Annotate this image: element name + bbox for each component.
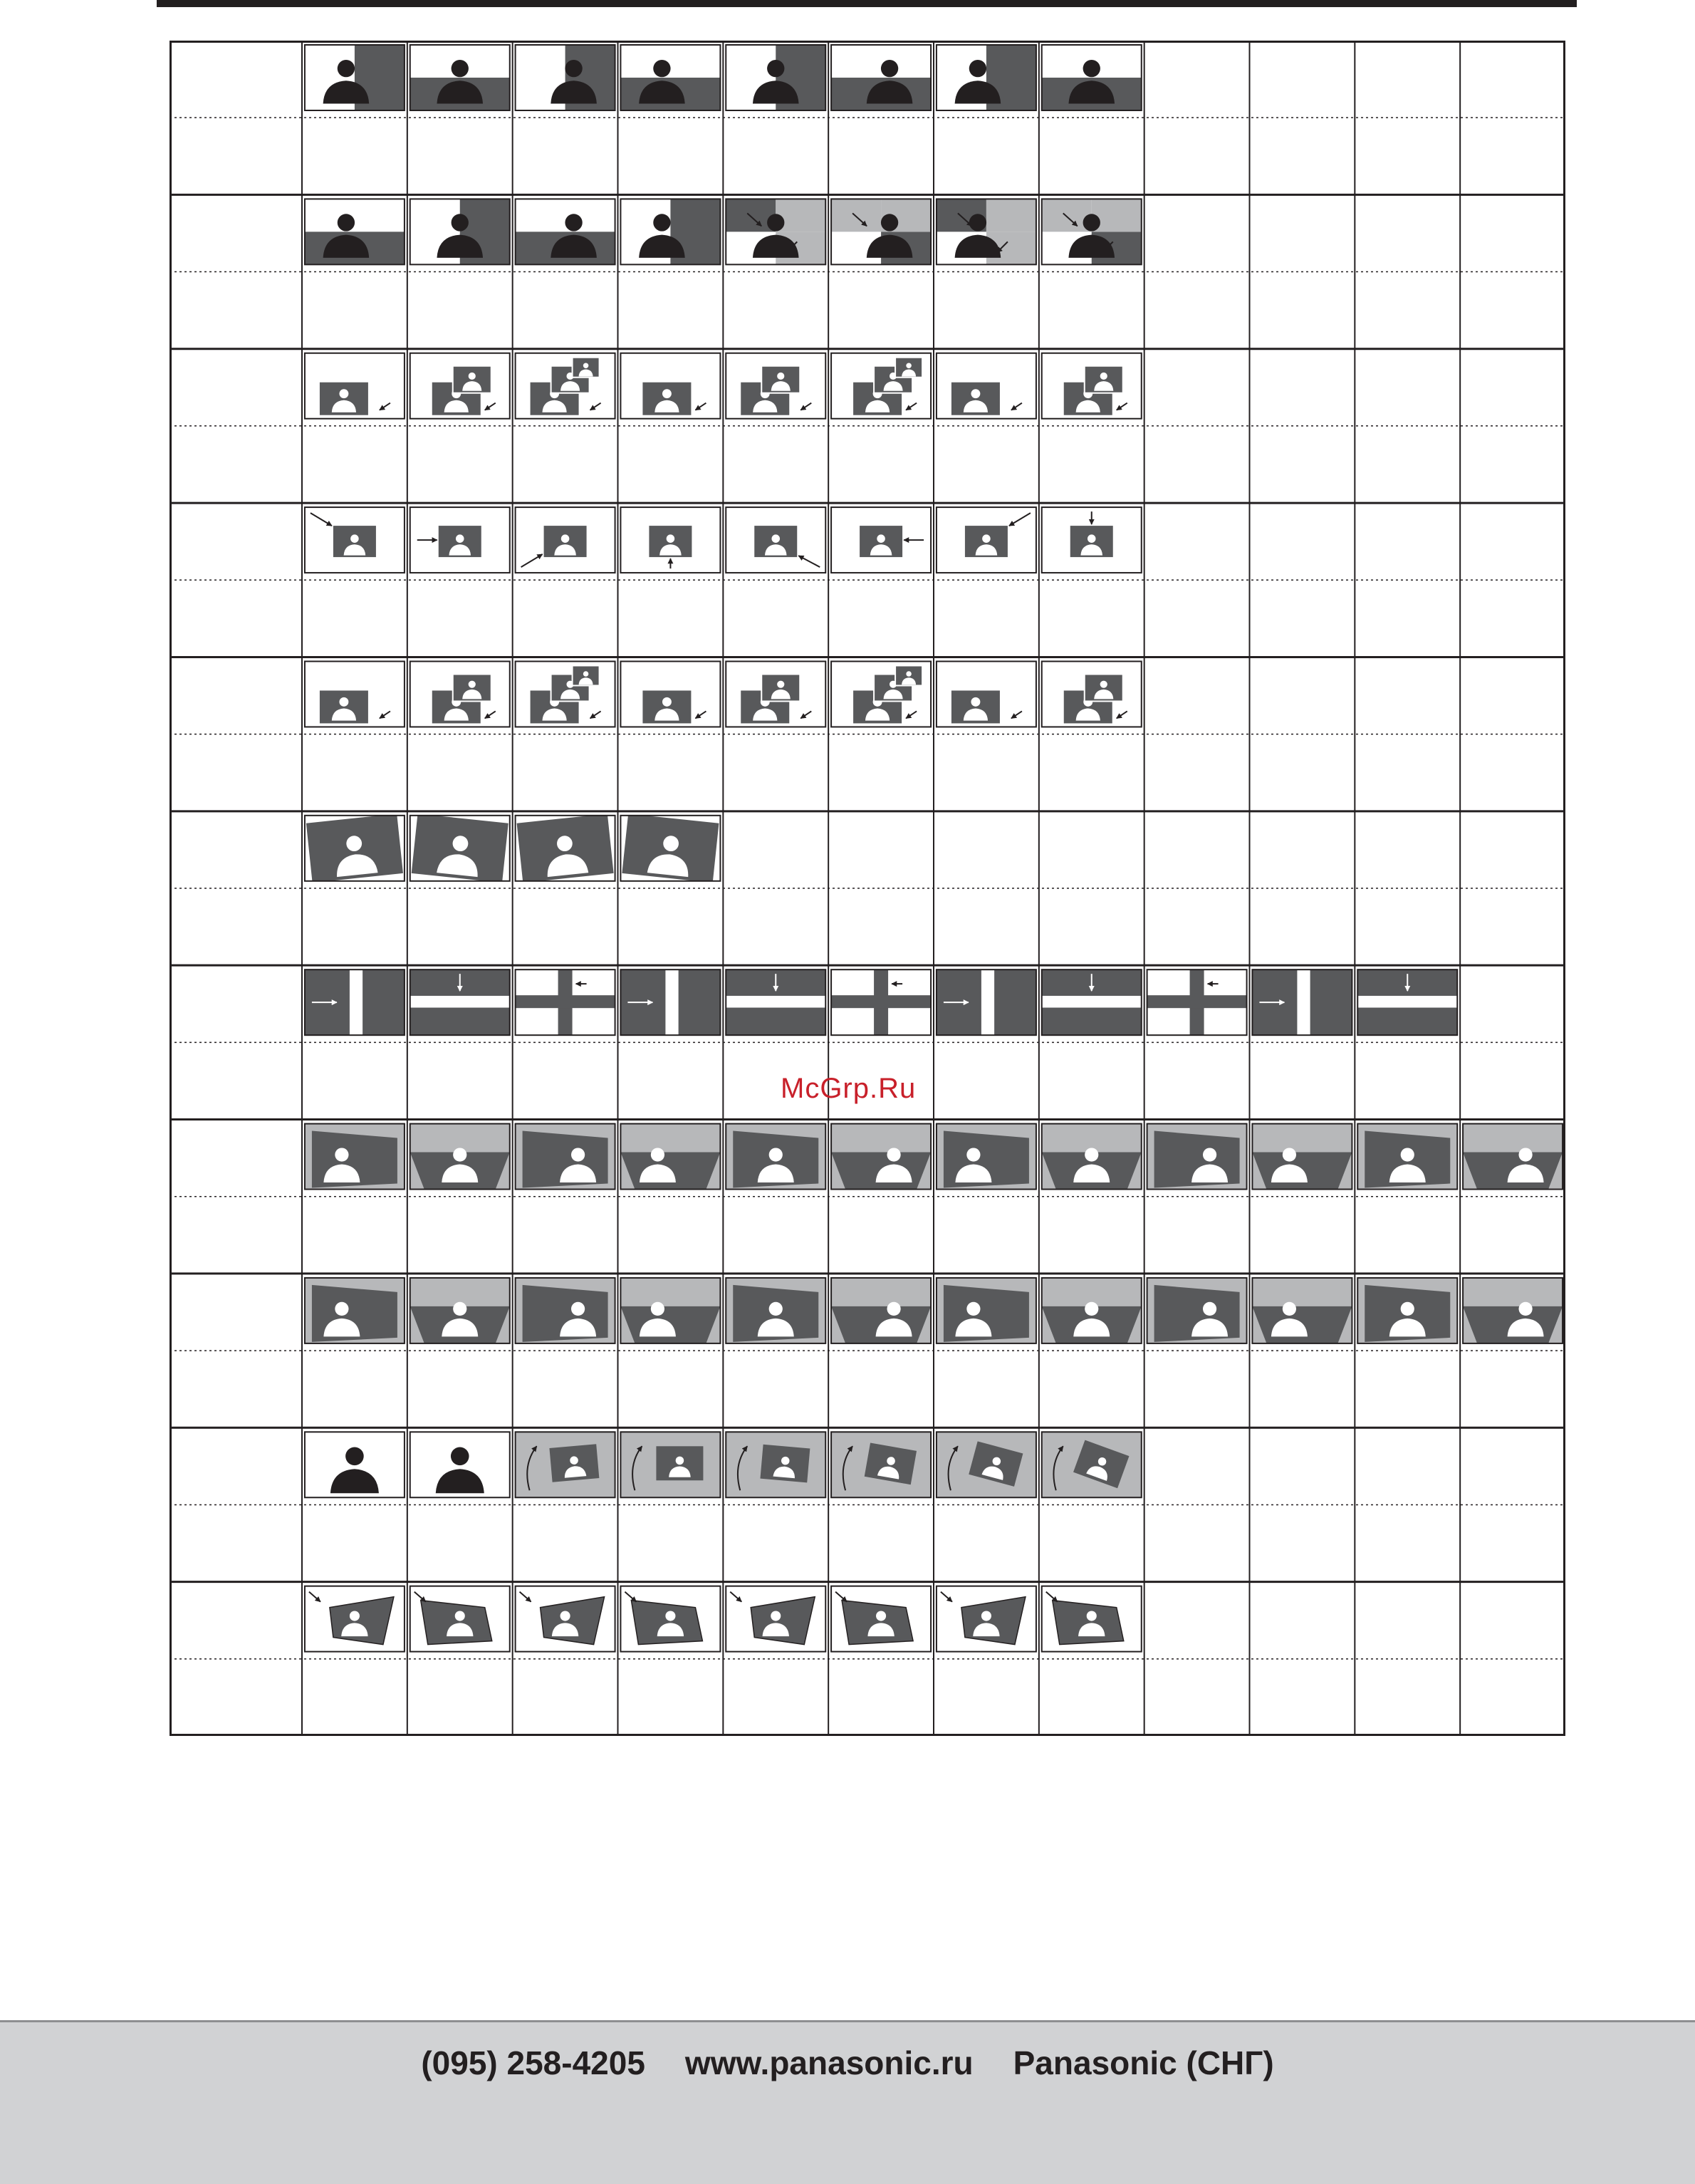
person-head-icon [1401, 1302, 1414, 1316]
effect-thumbnail [410, 813, 510, 883]
effect-thumbnail [1042, 1432, 1142, 1497]
effect-thumbnail [726, 507, 825, 573]
person-head-icon [1083, 60, 1100, 77]
person-head-icon [453, 1148, 466, 1161]
effect-thumbnail [1147, 969, 1247, 1035]
effect-thumbnail [516, 507, 615, 573]
effect-thumbnail [410, 1278, 510, 1343]
effect-thumbnail [516, 1278, 615, 1343]
person-head-icon [767, 214, 784, 231]
effect-thumbnail [305, 353, 405, 419]
effect-thumbnail [831, 969, 931, 1035]
effect-thumbnail [726, 199, 825, 264]
effect-thumbnail [937, 1586, 1036, 1652]
effect-thumbnail [1042, 1586, 1142, 1652]
effect-thumbnail [620, 353, 720, 419]
person-head-icon [350, 534, 359, 543]
person-head-icon [971, 389, 980, 398]
effect-thumbnail [516, 1124, 615, 1190]
person-head-icon [350, 1611, 360, 1621]
person-head-icon [560, 1611, 570, 1621]
person-head-icon [876, 1611, 886, 1621]
person-head-icon [1518, 1148, 1532, 1161]
person-head-icon [1100, 681, 1107, 688]
person-head-icon [451, 1447, 469, 1465]
person-head-icon [653, 214, 670, 231]
person-head-icon [1085, 1302, 1098, 1316]
person-head-icon [676, 1457, 684, 1465]
person-head-icon [966, 1302, 980, 1316]
effect-thumbnail [516, 199, 615, 264]
effect-thumbnail [620, 1278, 720, 1343]
person-head-icon [1087, 1611, 1097, 1621]
person-head-icon [966, 1148, 980, 1161]
effect-thumbnail [1042, 1278, 1142, 1343]
effect-thumbnail [1357, 1124, 1457, 1190]
effect-thumbnail [305, 199, 405, 264]
effect-thumbnail [831, 1278, 931, 1343]
effect-thumbnail [620, 813, 720, 883]
effect-thumbnail [620, 199, 720, 264]
person-head-icon [583, 363, 589, 368]
effect-thumbnail [726, 1278, 825, 1343]
effect-thumbnail [410, 199, 510, 264]
person-head-icon [335, 1302, 348, 1316]
person-head-icon [1401, 1148, 1414, 1161]
person-head-icon [662, 697, 672, 707]
effect-thumbnail [410, 661, 510, 727]
effect-thumbnail [937, 1432, 1036, 1497]
watermark: McGrp.Ru [781, 1073, 917, 1104]
person-head-icon [665, 1611, 675, 1621]
effect-thumbnail [305, 813, 405, 883]
effect-thumbnail [937, 199, 1036, 264]
effect-thumbnail [305, 507, 405, 573]
effect-thumbnail [516, 813, 615, 883]
effect-thumbnail [620, 507, 720, 573]
person-head-icon [1283, 1148, 1296, 1161]
person-head-icon [906, 671, 912, 677]
effect-thumbnail [1042, 661, 1142, 727]
effect-thumbnail [410, 969, 510, 1035]
effect-thumbnail [726, 661, 825, 727]
effect-thumbnail [1252, 1278, 1352, 1343]
effect-thumbnail [831, 1432, 931, 1497]
person-head-icon [335, 1148, 348, 1161]
person-head-icon [1203, 1148, 1216, 1161]
person-head-icon [339, 389, 348, 398]
effect-thumbnail [1042, 1124, 1142, 1190]
effect-thumbnail [516, 353, 615, 419]
person-head-icon [769, 1302, 783, 1316]
person-head-icon [887, 1148, 900, 1161]
effects-table [170, 41, 1565, 1736]
effect-thumbnail [1252, 969, 1352, 1035]
person-head-icon [571, 1148, 585, 1161]
person-head-icon [969, 60, 986, 77]
effect-thumbnail [1463, 1278, 1563, 1343]
effect-thumbnail [620, 1432, 720, 1497]
person-head-icon [881, 214, 898, 231]
person-head-icon [981, 1611, 991, 1621]
person-head-icon [1085, 1148, 1098, 1161]
effect-thumbnail [620, 1586, 720, 1652]
effect-thumbnail [1042, 507, 1142, 573]
effect-thumbnail [1042, 969, 1142, 1035]
person-head-icon [971, 697, 980, 707]
person-head-icon [339, 697, 348, 707]
person-head-icon [565, 60, 582, 77]
effect-thumbnail [937, 661, 1036, 727]
effect-thumbnail [305, 1586, 405, 1652]
effect-thumbnail [1042, 353, 1142, 419]
effect-thumbnail [726, 1432, 825, 1497]
person-head-icon [571, 1302, 585, 1316]
effects-table-graphic [170, 41, 1565, 1736]
person-head-icon [453, 1302, 466, 1316]
effect-thumbnail [620, 661, 720, 727]
effect-thumbnail [831, 1586, 931, 1652]
effect-thumbnail [1252, 1124, 1352, 1190]
effect-thumbnail [726, 969, 825, 1035]
person-head-icon [877, 534, 885, 543]
effect-thumbnail [1042, 45, 1142, 110]
person-head-icon [771, 534, 780, 543]
effect-thumbnail [937, 507, 1036, 573]
effect-thumbnail [305, 969, 405, 1035]
person-head-icon [452, 60, 469, 77]
person-head-icon [1083, 214, 1100, 231]
person-head-icon [338, 60, 355, 77]
effect-thumbnail [305, 661, 405, 727]
person-head-icon [881, 60, 898, 77]
effect-thumbnail [937, 353, 1036, 419]
effect-thumbnail [410, 1432, 510, 1497]
person-head-icon [452, 214, 469, 231]
effect-thumbnail [726, 1586, 825, 1652]
effect-thumbnail [516, 661, 615, 727]
effect-thumbnail [937, 1124, 1036, 1190]
effect-thumbnail [937, 1278, 1036, 1343]
person-head-icon [651, 1148, 664, 1161]
person-head-icon [662, 389, 672, 398]
person-head-icon [1088, 534, 1096, 543]
person-head-icon [1100, 373, 1107, 380]
effect-thumbnail [831, 353, 931, 419]
footer-phone: (095) 258-4205 [421, 2044, 645, 2081]
person-head-icon [906, 363, 912, 368]
person-head-icon [1203, 1302, 1216, 1316]
person-head-icon [1518, 1302, 1532, 1316]
person-head-icon [887, 1302, 900, 1316]
effect-thumbnail [831, 1124, 931, 1190]
person-head-icon [565, 214, 582, 231]
person-head-icon [769, 1148, 783, 1161]
person-head-icon [771, 1611, 781, 1621]
effect-thumbnail [410, 45, 510, 110]
effect-thumbnail [620, 45, 720, 110]
person-head-icon [969, 214, 986, 231]
effect-thumbnail [410, 1586, 510, 1652]
effect-thumbnail [620, 1124, 720, 1190]
person-head-icon [469, 681, 476, 688]
person-head-icon [338, 214, 355, 231]
person-head-icon [456, 534, 464, 543]
person-head-icon [982, 534, 991, 543]
person-head-icon [651, 1302, 664, 1316]
effect-thumbnail [305, 1432, 405, 1497]
effect-thumbnail [1463, 1124, 1563, 1190]
effect-thumbnail [620, 969, 720, 1035]
effect-thumbnail [726, 45, 825, 110]
person-head-icon [653, 60, 670, 77]
effect-thumbnail [1147, 1124, 1247, 1190]
effect-thumbnail [1147, 1278, 1247, 1343]
effect-thumbnail [410, 1124, 510, 1190]
effect-thumbnail [831, 507, 931, 573]
effect-thumbnail [516, 969, 615, 1035]
person-head-icon [777, 373, 784, 380]
effect-thumbnail [937, 45, 1036, 110]
top-rule [157, 0, 1577, 7]
person-head-icon [777, 681, 784, 688]
person-head-icon [767, 60, 784, 77]
footer-bar [0, 2020, 1695, 2184]
effect-thumbnail [831, 661, 931, 727]
effect-thumbnail [831, 199, 931, 264]
effect-thumbnail [1042, 199, 1142, 264]
effect-thumbnail [726, 353, 825, 419]
effect-thumbnail [726, 1124, 825, 1190]
effect-thumbnail [516, 45, 615, 110]
effect-thumbnail [305, 1278, 405, 1343]
effect-thumbnail [305, 1124, 405, 1190]
person-head-icon [345, 1447, 364, 1465]
effect-thumbnail [1357, 969, 1457, 1035]
effect-thumbnail [305, 45, 405, 110]
effect-thumbnail [516, 1432, 615, 1497]
effect-thumbnail [831, 45, 931, 110]
person-head-icon [469, 373, 476, 380]
footer-website[interactable]: www.panasonic.ru [684, 2044, 974, 2081]
person-head-icon [583, 671, 589, 677]
effect-thumbnail [1357, 1278, 1457, 1343]
person-head-icon [561, 534, 570, 543]
person-head-icon [1283, 1302, 1296, 1316]
effect-thumbnail [516, 1586, 615, 1652]
person-head-icon [667, 534, 675, 543]
effect-thumbnail [410, 353, 510, 419]
footer-company: Panasonic (СНГ) [1013, 2044, 1274, 2081]
effect-thumbnail [410, 507, 510, 573]
person-head-icon [455, 1611, 465, 1621]
footer-contact [0, 2044, 1695, 2082]
effect-thumbnail [937, 969, 1036, 1035]
